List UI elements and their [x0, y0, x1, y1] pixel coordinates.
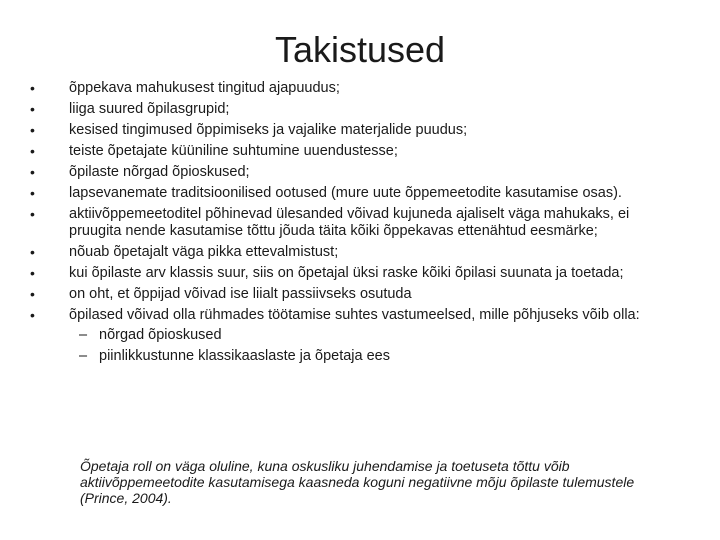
- bullet-item: [24, 143, 674, 160]
- dash-icon: –: [79, 348, 88, 364]
- bullet-icon: •: [30, 244, 35, 260]
- bullet-icon: •: [30, 286, 35, 302]
- bullet-icon: •: [30, 143, 35, 159]
- bullet-icon: •: [30, 265, 35, 281]
- bullet-text: õpilaste nõrgad õpioskused;: [69, 164, 250, 180]
- sub-bullet-text: piinlikkustunne klassikaaslaste ja õpetaja ees: [99, 348, 390, 364]
- bullet-item: [24, 164, 674, 181]
- bullet-icon: •: [30, 101, 35, 117]
- bullet-text: aktiivõppemeetoditel põhinevad ülesanded võivad kujuneda ajaliselt väga mahukaks, ei pruugita nende kasutamise tõttu jõuda täita kõiki õppekavas ettenähtud eesmärke;: [69, 206, 630, 239]
- bullet-item: [24, 101, 674, 118]
- bullet-icon: •: [30, 122, 35, 138]
- bullet-text: õppekava mahukusest tingitud ajapuudus;: [69, 80, 340, 96]
- bullet-item: [24, 206, 674, 240]
- sub-bullet-list: [69, 327, 674, 365]
- bullet-text: nõuab õpetajalt väga pikka ettevalmistust;: [69, 244, 339, 260]
- bullet-item: [24, 185, 674, 202]
- bullet-icon: •: [30, 307, 35, 323]
- sub-bullet-item: [73, 327, 674, 344]
- bullet-icon: •: [30, 80, 35, 96]
- bullet-item: [24, 286, 674, 303]
- bullet-text: liiga suured õpilasgrupid;: [69, 101, 230, 117]
- bullet-icon: •: [30, 206, 35, 222]
- bullet-text: kesised tingimused õppimiseks ja vajalike materjalide puudus;: [69, 122, 468, 138]
- bullet-item: [24, 122, 674, 139]
- bullet-icon: •: [30, 164, 35, 180]
- bullet-item: [24, 80, 674, 97]
- sub-bullet-text: nõrgad õpioskused: [99, 327, 222, 343]
- slide-title: Takistused: [274, 29, 446, 70]
- bullet-text: teiste õpetajate küüniline suhtumine uuendustesse;: [69, 143, 398, 159]
- bullet-list: [24, 80, 674, 369]
- bullet-text: õpilased võivad olla rühmades töötamise suhtes vastumeelsed, mille põhjuseks võib olla:: [69, 307, 640, 323]
- bullet-text: lapsevanemate traditsioonilised ootused (mure uute õppemeetodite kasutamise osas).: [69, 185, 622, 201]
- bullet-icon: •: [30, 185, 35, 201]
- bullet-item: [24, 265, 674, 282]
- closing-quote: Õpetaja roll on väga oluline, kuna oskusliku juhendamise ja toetuseta tõttu võib aktiivõppemeetodite kasutamisega kaasneda koguni negatiivne mõju õpilaste tulemustele (Prince, 2004).: [80, 458, 635, 506]
- dash-icon: –: [79, 327, 88, 343]
- bullet-text: kui õpilaste arv klassis suur, siis on õpetajal üksi raske kõiki õpilasi suunata ja toetada;: [69, 265, 624, 281]
- bullet-text: on oht, et õppijad võivad ise liialt passiivseks osutuda: [69, 286, 412, 302]
- bullet-item: [24, 244, 674, 261]
- sub-bullet-item: [73, 348, 674, 365]
- bullet-item: [24, 307, 674, 365]
